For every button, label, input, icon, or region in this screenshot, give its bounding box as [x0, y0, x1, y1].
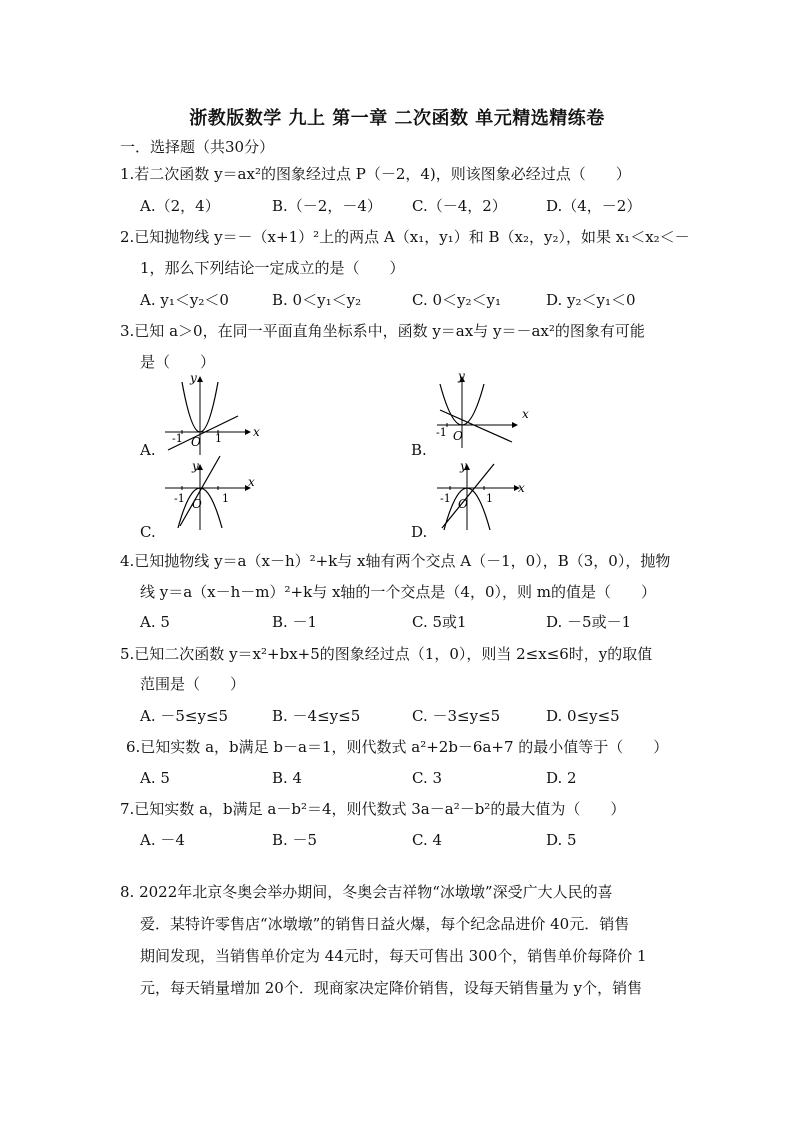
tick-neg-label: -1 — [440, 492, 451, 505]
graph-b-label[interactable]: B. — [411, 441, 427, 459]
option-a[interactable]: A. 5 — [140, 769, 170, 787]
option-b[interactable]: B. －4≤y≤5 — [272, 707, 361, 725]
question-2-options — [140, 289, 660, 311]
question-8-line-2: 爱．某特许零售店“冰墩墩”的销售日益火爆，每个纪念品进价 40元．销售 — [140, 915, 630, 933]
option-b[interactable]: B. －1 — [272, 613, 318, 631]
tick-pos-label: 1 — [486, 492, 493, 505]
y-axis-label: y — [190, 371, 197, 385]
option-a[interactable]: A. －5≤y≤5 — [140, 707, 229, 725]
question-5-options — [140, 705, 660, 727]
question-7-options — [140, 829, 660, 851]
option-c[interactable]: C. 3 — [412, 769, 443, 787]
y-axis-label: y — [458, 369, 465, 383]
y-axis-label: y — [460, 459, 467, 473]
option-a[interactable]: A. －4 — [140, 831, 185, 849]
graph-d[interactable] — [432, 458, 532, 538]
question-5-stem-line-1: 5.已知二次函数 y＝x²+bx+5的图象经过点（1，0），则当 2≤x≤6时，y的取值 — [120, 645, 653, 663]
tick-pos-label: 1 — [215, 432, 222, 445]
question-4-stem-line-1: 4.已知抛物线 y＝a（x－h）²+k与 x轴有两个交点 A（－1，0），B（3，0），抛物 — [120, 552, 671, 570]
graph-c-label[interactable]: C. — [140, 523, 156, 541]
question-4-stem-line-2: 线 y＝a（x－h－m）²+k与 x轴的一个交点是（4，0），则 m的值是（ ） — [140, 583, 657, 601]
option-c[interactable]: C. 5或1 — [412, 613, 467, 631]
graph-a-label[interactable]: A. — [140, 441, 156, 459]
graph-a[interactable] — [160, 370, 260, 460]
option-d[interactable]: D. 5 — [546, 831, 577, 849]
x-axis-arrow — [245, 429, 251, 435]
x-axis-label: x — [522, 407, 529, 421]
page-title: 浙教版数学 九上 第一章 二次函数 单元精选精练卷 — [189, 108, 605, 129]
question-1-options — [140, 195, 660, 217]
option-d[interactable]: D.（4，－2） — [546, 197, 642, 215]
option-c[interactable]: C. 4 — [412, 831, 443, 849]
option-c[interactable]: C.（－4，2） — [412, 197, 507, 215]
line-curve — [440, 410, 512, 442]
question-4-options — [140, 611, 660, 633]
x-axis-arrow — [512, 422, 518, 428]
option-d[interactable]: D. 2 — [546, 769, 577, 787]
y-axis-arrow — [197, 376, 203, 382]
question-3-stem-line-2: 是（ ） — [140, 353, 216, 371]
option-c[interactable]: C. －3≤y≤5 — [412, 707, 501, 725]
question-6-stem: 6.已知实数 a，b满足 b－a＝1，则代数式 a²+2b－6a+7 的最小值等于（ ） — [126, 738, 669, 756]
question-3-stem-line-1: 3.已知 a＞0，在同一平面直角坐标系中，函数 y＝ax与 y＝－ax²的图象有可能 — [120, 322, 645, 340]
origin-label: O — [453, 429, 463, 443]
x-axis-label: x — [253, 425, 260, 439]
option-a[interactable]: A.（2，4） — [140, 197, 220, 215]
origin-label: O — [191, 435, 201, 449]
graph-d-label[interactable]: D. — [411, 523, 428, 541]
x-axis-label: x — [248, 475, 255, 489]
origin-label: O — [458, 497, 468, 511]
y-axis-label: y — [192, 459, 199, 473]
option-a[interactable]: A. y₁＜y₂＜0 — [140, 291, 229, 309]
tick-neg-label: -1 — [172, 432, 183, 445]
option-b[interactable]: B. 4 — [272, 769, 303, 787]
graph-c[interactable] — [160, 458, 260, 538]
question-5-stem-line-2: 范围是（ ） — [140, 675, 246, 693]
question-8-line-1: 8. 2022年北京冬奥会举办期间，冬奥会吉祥物“冰墩墩”深受广大人民的喜 — [120, 883, 613, 901]
option-b[interactable]: B. －5 — [272, 831, 318, 849]
tick-neg-label: -1 — [174, 492, 185, 505]
question-8-line-3: 期间发现，当销售单价定为 44元时，每天可售出 300个，销售单价每降价 1 — [140, 947, 647, 965]
option-d[interactable]: D. 0≤y≤5 — [546, 707, 620, 725]
option-a[interactable]: A. 5 — [140, 613, 170, 631]
question-1-stem: 1.若二次函数 y＝ax²的图象经过点 P（－2，4)，则该图象必经过点（ ） — [120, 165, 631, 183]
tick-neg-label: -1 — [436, 426, 447, 439]
question-6-options — [140, 767, 660, 789]
option-d[interactable]: D. －5或－1 — [546, 613, 632, 631]
question-2-stem-line-2: 1，那么下列结论一定成立的是（ ） — [140, 259, 405, 277]
question-7-stem: 7.已知实数 a，b满足 a－b²＝4，则代数式 3a－a²－b²的最大值为（ ） — [120, 800, 626, 818]
option-b[interactable]: B.（－2，－4） — [272, 197, 382, 215]
tick-pos-label: 1 — [222, 492, 229, 505]
section-heading: 一．选择题（共30分） — [120, 138, 275, 156]
option-b[interactable]: B. 0＜y₁＜y₂ — [272, 291, 362, 309]
option-c[interactable]: C. 0＜y₂＜y₁ — [412, 291, 501, 309]
graph-b[interactable] — [432, 370, 532, 460]
option-d[interactable]: D. y₂＜y₁＜0 — [546, 291, 636, 309]
origin-label: O — [192, 497, 202, 511]
question-8-line-4: 元，每天销量增加 20个．现商家决定降价销售，设每天销售量为 y个，销售 — [140, 979, 643, 997]
question-2-stem-line-1: 2.已知抛物线 y＝－（x+1）²上的两点 A（x₁，y₁）和 B（x₂，y₂），如果 x₁＜x₂＜－ — [120, 228, 690, 246]
x-axis-label: x — [518, 481, 525, 495]
